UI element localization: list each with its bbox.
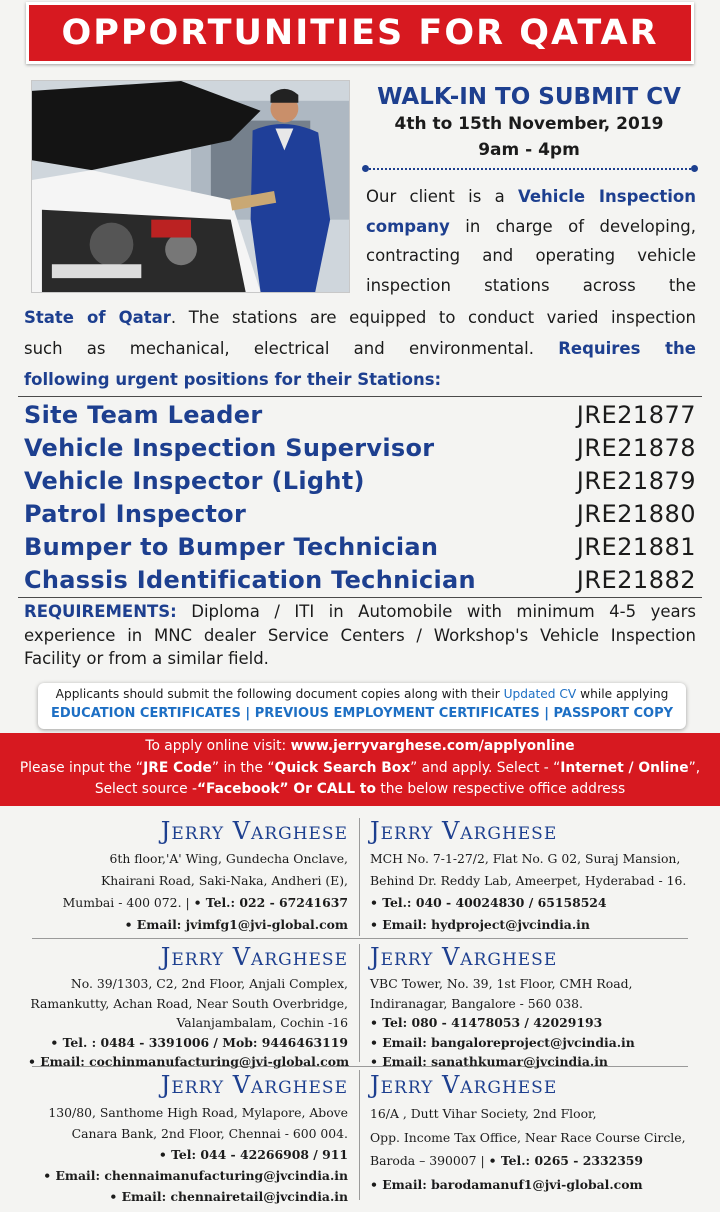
office-email[interactable]: • Email: chennaimanufacturing@jvcindia.in: [43, 1168, 348, 1183]
intro-paragraph-top: [366, 182, 696, 300]
position-row: [24, 464, 696, 497]
documents-box: [38, 683, 686, 729]
documents-text: Applicants should submit the following document copies along with their: [55, 687, 504, 701]
intro-text: contracting and operating vehicle: [366, 246, 696, 265]
office-email[interactable]: • Email: sanathkumar@jvcindia.in: [370, 1054, 608, 1069]
apply-text: ”,: [688, 759, 701, 776]
apply-line-1: [0, 736, 720, 758]
office-email[interactable]: • Email: cochinmanufacturing@jvi-global.com: [28, 1054, 350, 1069]
intro-highlight: State of Qatar: [24, 308, 171, 327]
office-phone: • Tel: 044 - 42266908 / 911: [158, 1147, 348, 1162]
office-mumbai: [28, 814, 348, 936]
office-email[interactable]: • Email: hydproject@jvcindia.in: [370, 917, 590, 932]
position-code: JRE21882: [576, 565, 696, 594]
banner-title: OPPORTUNITIES FOR QATAR: [61, 13, 659, 53]
office-phone: • Tel: 080 - 41478053 / 42029193: [370, 1015, 603, 1030]
position-code: JRE21880: [576, 499, 696, 528]
position-row: [24, 497, 696, 530]
office-baroda: [370, 1068, 690, 1196]
office-email[interactable]: • Email: barodamanuf1@jvi-global.com: [370, 1176, 643, 1192]
apply-text: the below respective office address: [375, 781, 626, 797]
office-address: Behind Dr. Reddy Lab, Ameerpet, Hyderabad - 16.: [370, 873, 687, 888]
intro-highlight: Requires the: [558, 339, 696, 358]
position-code: JRE21878: [576, 433, 696, 462]
apply-line-2: [0, 758, 720, 780]
intro-highlight: company: [366, 216, 450, 236]
position-title: Vehicle Inspection Supervisor: [24, 433, 435, 462]
office-cochin: [28, 940, 348, 1072]
office-address: Valanjambalam, Cochin -16: [176, 1015, 348, 1030]
brand-name: Jerry Varghese: [370, 1071, 558, 1099]
office-address: Mumbai - 400 072. |: [62, 895, 194, 910]
position-row: [24, 431, 696, 464]
position-row: [24, 530, 696, 563]
apply-text: ” and apply. Select - “: [410, 759, 561, 776]
apply-text: Please input the “: [19, 759, 144, 776]
walkin-section: [362, 84, 696, 166]
office-address: Baroda – 390007 |: [370, 1153, 489, 1168]
office-phone: • Tel.: 0265 - 2332359: [488, 1153, 644, 1168]
header-banner: [26, 2, 694, 64]
intro-text: such as mechanical, electrical and environmental.: [24, 339, 559, 358]
position-row: [24, 398, 696, 431]
requirements-text: Diploma / ITI in Automobile with minimum 4-5 years: [176, 602, 696, 621]
walkin-hours: 9am - 4pm: [478, 140, 580, 160]
requirements-label: REQUIREMENTS:: [24, 602, 177, 621]
position-code: JRE21879: [576, 466, 696, 495]
apply-bold: Internet / Online: [560, 759, 689, 776]
brand-name: Jerry Varghese: [160, 943, 348, 971]
intro-highlight: following urgent positions for their Stations:: [24, 370, 442, 389]
brand-name: Jerry Varghese: [370, 943, 558, 971]
intro-text: . The stations are equipped to conduct varied inspection: [170, 308, 696, 327]
office-address: MCH No. 7-1-27/2, Flat No. G 02, Suraj Mansion,: [370, 851, 681, 866]
office-email[interactable]: • Email: bangaloreproject@jvcindia.in: [370, 1034, 635, 1050]
intro-paragraph-bottom: [24, 302, 696, 395]
office-email[interactable]: • Email: jvimfg1@jvi-global.com: [124, 917, 348, 932]
office-phone: • Tel.: 022 - 67241637: [193, 895, 348, 910]
office-divider: [359, 944, 360, 1062]
office-address: 6th floor,'A' Wing, Gundecha Onclave,: [109, 851, 348, 866]
position-title: Bumper to Bumper Technician: [24, 532, 439, 561]
documents-instruction: [38, 687, 686, 706]
apply-line-3: [0, 779, 720, 801]
brand-name: Jerry Varghese: [160, 817, 348, 845]
position-title: Chassis Identification Technician: [24, 565, 476, 594]
position-title: Site Team Leader: [24, 400, 263, 429]
positions-top-rule: [18, 396, 702, 397]
office-bangalore: [370, 940, 690, 1072]
intro-text: inspection stations across the: [366, 275, 696, 295]
office-address: Ramankutty, Achan Road, Near South Overbridge,: [30, 995, 348, 1011]
office-address: Opp. Income Tax Office, Near Race Course Circle,: [370, 1129, 686, 1145]
walkin-title: WALK-IN TO SUBMIT CV: [377, 84, 681, 110]
office-address: 16/A , Dutt Vihar Society, 2nd Floor,: [370, 1106, 597, 1121]
office-divider: [359, 1070, 360, 1200]
office-phone: • Tel.: 040 - 40024830 / 65158524: [370, 895, 607, 910]
apply-bold: Quick Search Box: [274, 759, 411, 776]
dotted-divider: [366, 168, 694, 170]
position-code: JRE21881: [576, 532, 696, 561]
intro-text: Our client is a: [366, 187, 518, 206]
position-title: Patrol Inspector: [24, 499, 247, 528]
apply-bold: “Facebook” Or CALL to: [196, 781, 376, 797]
office-divider: [359, 818, 360, 936]
positions-list: [24, 398, 696, 596]
apply-bold: JRE Code: [143, 759, 212, 776]
brand-name: Jerry Varghese: [160, 1071, 348, 1099]
requirements-text: Facility or from a similar field.: [24, 649, 269, 668]
documents-text: while applying: [576, 687, 669, 701]
intro-text: in charge of developing,: [449, 216, 696, 236]
brand-name: Jerry Varghese: [370, 817, 558, 845]
apply-text: To apply online visit:: [145, 738, 291, 754]
apply-text: Select source -: [94, 781, 197, 797]
office-email[interactable]: • Email: chennairetail@jvcindia.in: [109, 1189, 348, 1204]
apply-banner: [0, 733, 720, 806]
office-address: Indiranagar, Bangalore - 560 038.: [370, 995, 583, 1011]
documents-highlight: Updated CV: [503, 687, 577, 701]
office-chennai: [28, 1068, 348, 1207]
office-row-divider: [32, 938, 688, 939]
position-row: [24, 563, 696, 596]
apply-url-link[interactable]: www.jerryvarghese.com/applyonline: [290, 738, 575, 754]
office-hyderabad: [370, 814, 690, 936]
apply-text: ” in the “: [211, 759, 275, 776]
requirements-text: experience in MNC dealer Service Centers / Workshop's Vehicle Inspection: [24, 625, 696, 645]
positions-bottom-rule: [18, 597, 702, 598]
office-phone: • Tel. : 0484 - 3391006 / Mob: 9446463119: [50, 1034, 348, 1050]
office-address: 130/80, Santhome High Road, Mylapore, Above: [48, 1105, 348, 1120]
intro-highlight: Vehicle Inspection: [518, 187, 696, 206]
office-address: Canara Bank, 2nd Floor, Chennai - 600 004.: [71, 1126, 348, 1141]
office-address: No. 39/1303, C2, 2nd Floor, Anjali Complex,: [70, 976, 348, 991]
office-address: Khairani Road, Saki-Naka, Andheri (E),: [101, 873, 348, 888]
position-title: Vehicle Inspector (Light): [24, 466, 365, 495]
walkin-dates: 4th to 15th November, 2019: [394, 114, 664, 134]
documents-list: EDUCATION CERTIFICATES | PREVIOUS EMPLOYMENT CERTIFICATES | PASSPORT COPY: [50, 706, 674, 721]
position-code: JRE21877: [576, 400, 696, 429]
requirements: [24, 600, 696, 671]
office-address: VBC Tower, No. 39, 1st Floor, CMH Road,: [370, 976, 633, 991]
inspector-photo: [31, 80, 350, 293]
